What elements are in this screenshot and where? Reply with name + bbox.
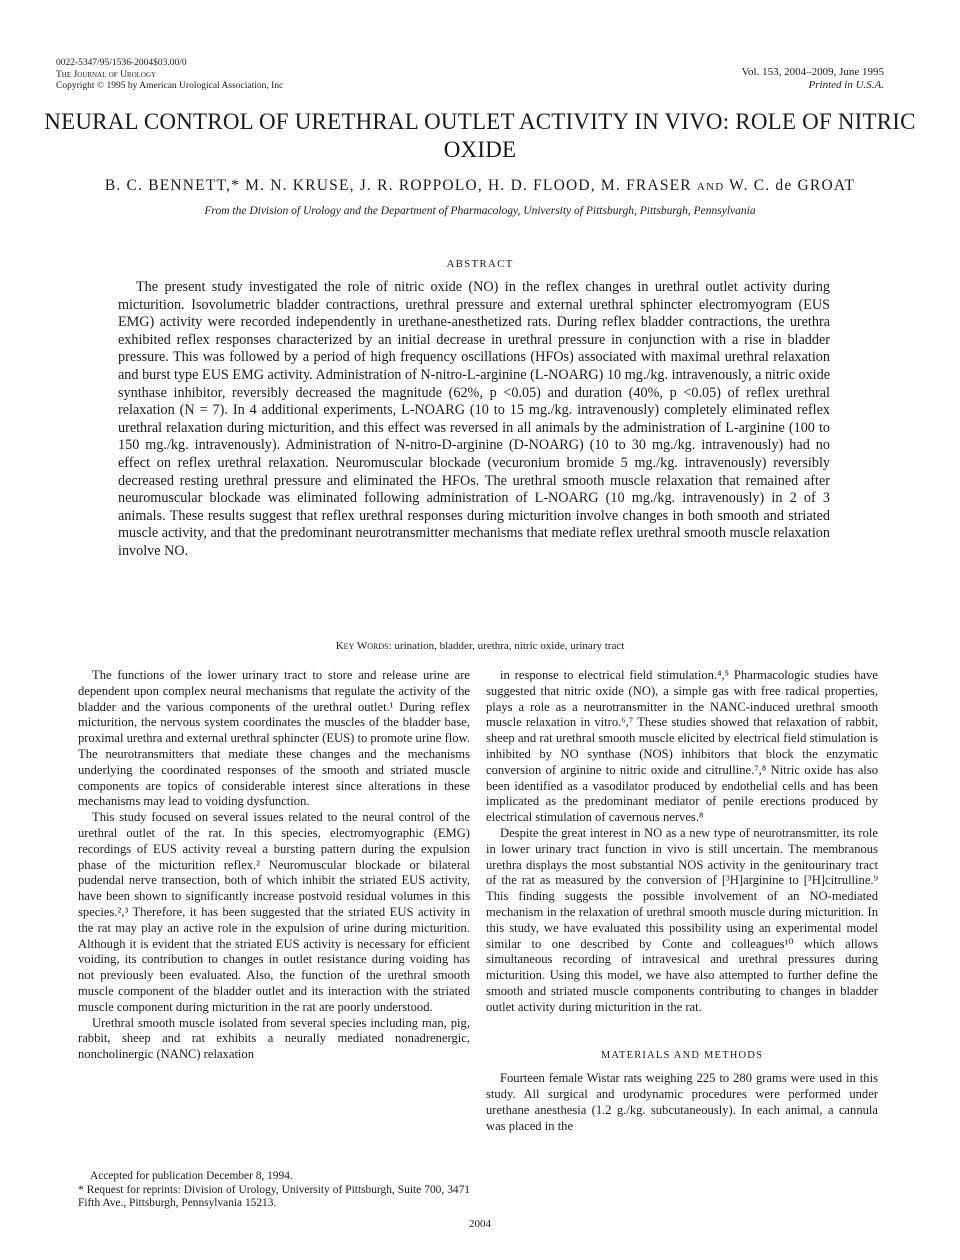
affiliation: From the Division of Urology and the Department of Pharmacology, University of Pittsburgh, Pittsburgh, Pennsylvania — [204, 205, 756, 217]
right-paragraph: in response to electrical field stimulation.⁴,⁵ Pharmacologic studies have suggested that nitric oxide (NO), a simple gas with free radical properties, plays a role as a neurotransmitter in the NANC-induced urethral smooth muscle relaxation in vitro.⁶,⁷ These studies showed that relaxation of rabbit, sheep and rat urethral smooth muscle elicited by electrical field stimulation is inhibited by NO synthase (NOS) inhibitors that block the enzymatic conversion of arginine to nitric oxide and citrulline.⁷,⁸ Nitric oxide has also been identified as a vasodilator produced by endothelial cells and has been implicated as the predominant mediator of penile erections produced by electrical stimulation of cavernous nerves.⁸ — [486, 668, 878, 825]
footnote-accepted: Accepted for publication December 8, 1994. — [90, 1170, 293, 1182]
left-column — [78, 668, 470, 1168]
authors-main: B. C. BENNETT,* M. N. KRUSE, J. R. ROPPOLO, H. D. FLOOD, M. FRASER — [104, 177, 692, 194]
left-paragraph: This study focused on several issues related to the neural control of the urethral outlet of the rat. In this species, electromyographic (EMG) recordings of EUS activity reveal a bursting pattern during the expulsion phase of the micturition reflex.² Neuromuscular blockade or bilateral pudendal nerve transection, both of which inhibit the striated EUS activity, have been shown to significantly increase postvoid residual volumes in this species.²,³ Therefore, it has been suggested that the striated EUS activity in the rat may play an active role in the expulsion of urine during micturition. Although it is evident that the striated EUS activity is necessary for efficient voiding, its contribution to changes in outlet resistance during voiding has not previously been evaluated. Also, the function of the urethral smooth muscle component of the bladder outlet and its interaction with the striated muscle component during micturition in the rat are poorly understood. — [78, 810, 470, 1014]
authors-and: and — [696, 177, 725, 194]
volume-info: Vol. 153, 2004–2009, June 1995 — [741, 66, 884, 78]
abstract-text: The present study investigated the role of nitric oxide (NO) in the reflex changes in urethral outlet activity during micturition. Isovolumetric bladder contractions, urethral pressure and external urethral sphincter electromyogram (EUS EMG) activity were recorded independently in urethane-anesthetized rats. During reflex bladder contractions, the urethra exhibited reflex responses characterized by an initial decrease in urethral pressure in conjunction with a rise in bladder pressure. This was followed by a period of high frequency oscillations (HFOs) associated with maximal urethral relaxation and burst type EUS EMG activity. Administration of N-nitro-L-arginine (L-NOARG) 10 mg./kg. intravenously, a nitric oxide synthase inhibitor, reversibly decreased the magnitude (62%, p <0.05) and duration (40%, p <0.05) of reflex urethral relaxation (N = 7). In 4 additional experiments, L-NOARG (10 to 15 mg./kg. intravenously) completely eliminated reflex urethral relaxation during micturition, and this effect was reversed in all animals by the administration of L-arginine (100 to 150 mg./kg. intravenously). Administration of N-nitro-D-arginine (D-NOARG) (10 to 30 mg./kg. intravenously) had no effect on reflex urethral relaxation. Neuromuscular blockade (vecuronium bromide 5 mg./kg. intravenously) reversibly decreased resting urethral pressure and eliminated the HFOs. The urethral smooth muscle relaxation that remained after neuromuscular blockade was eliminated following administration of L-NOARG (10 mg./kg. intravenously) in 2 of 3 animals. These results suggest that reflex urethral responses during micturition involve changes in both smooth and striated muscle activity, and that the predominant neurotransmitter mechanisms that mediate reflex urethral smooth muscle relaxation involve NO. — [118, 279, 830, 559]
printed-in: Printed in U.S.A. — [808, 79, 884, 91]
article-title: NEURAL CONTROL OF URETHRAL OUTLET ACTIVITY IN VIVO: ROLE OF NITRIC OXIDE — [44, 109, 916, 162]
article-code: 0022-5347/95/1536-2004$03.00/0 — [56, 58, 187, 68]
page-number: 2004 — [469, 1218, 491, 1230]
methods-heading: MATERIALS AND METHODS — [600, 1049, 764, 1061]
copyright-line: Copyright © 1995 by American Urological Association, Inc — [56, 81, 284, 91]
authors-last: W. C. de GROAT — [729, 177, 856, 194]
journal-header-left — [56, 58, 283, 93]
left-paragraph: The functions of the lower urinary tract to store and release urine are dependent upon complex neural mechanisms that regulate the activity of the bladder and the various components of the urethral outlet.¹ During reflex micturition, the nervous system coordinates the muscles of the bladder base, proximal urethra and external urethral sphincter (EUS) to promote urine flow. The neurotransmitters that mediate these changes and the mechanisms underlying the coordinated responses of the smooth and striated muscle components are topics of considerable interest since alterations in these mechanisms may lead to voiding dysfunction. — [78, 668, 470, 809]
abstract-heading: ABSTRACT — [446, 258, 514, 270]
keywords — [0, 640, 960, 652]
left-paragraph: Urethral smooth muscle isolated from several species including man, pig, rabbit, sheep and rat exhibits a neurally mediated nonadrenergic, noncholinergic (NANC) relaxation — [78, 1015, 470, 1062]
footnotes — [78, 1170, 470, 1211]
journal-name: The Journal of Urology — [56, 69, 157, 80]
footnote-reprints: * Request for reprints: Division of Urology, University of Pittsburgh, Suite 700, 3471 Fifth Ave., Pittsburgh, Pennsylvania 15213. — [78, 1183, 470, 1209]
keywords-label: Key Words: — [335, 640, 392, 652]
right-paragraph: Despite the great interest in NO as a new type of neurotransmitter, its role in lower urinary tract function in vivo is still uncertain. The membranous urethra displays the most substantial NOS activity in the genitourinary tract of the rat as measured by the conversion of [³H]arginine to [³H]citrulline.⁹ This finding suggests the possible involvement of an NO-mediated mechanism in the relaxation of urethral smooth muscle during micturition. In this study, we have evaluated this possibility using an experimental model similar to one described by Conte and colleagues¹⁰ which allows simultaneous recording of intravesical and urethral pressures during micturition. Using this model, we have also attempted to further define the smooth and striated muscle components contributing to changes in bladder outlet activity during micturition in the rat. — [486, 825, 878, 1014]
author-list — [40, 177, 920, 195]
right-column — [486, 668, 878, 1135]
methods-paragraph: Fourteen female Wistar rats weighing 225 to 280 grams were used in this study. All surgical and urodynamic procedures were performed under urethane anesthesia (1.2 g./kg. subcutaneously). In each animal, a cannula was placed in the — [486, 1071, 878, 1133]
keywords-text: urination, bladder, urethra, nitric oxide, urinary tract — [394, 640, 625, 652]
journal-header-right — [742, 66, 885, 92]
